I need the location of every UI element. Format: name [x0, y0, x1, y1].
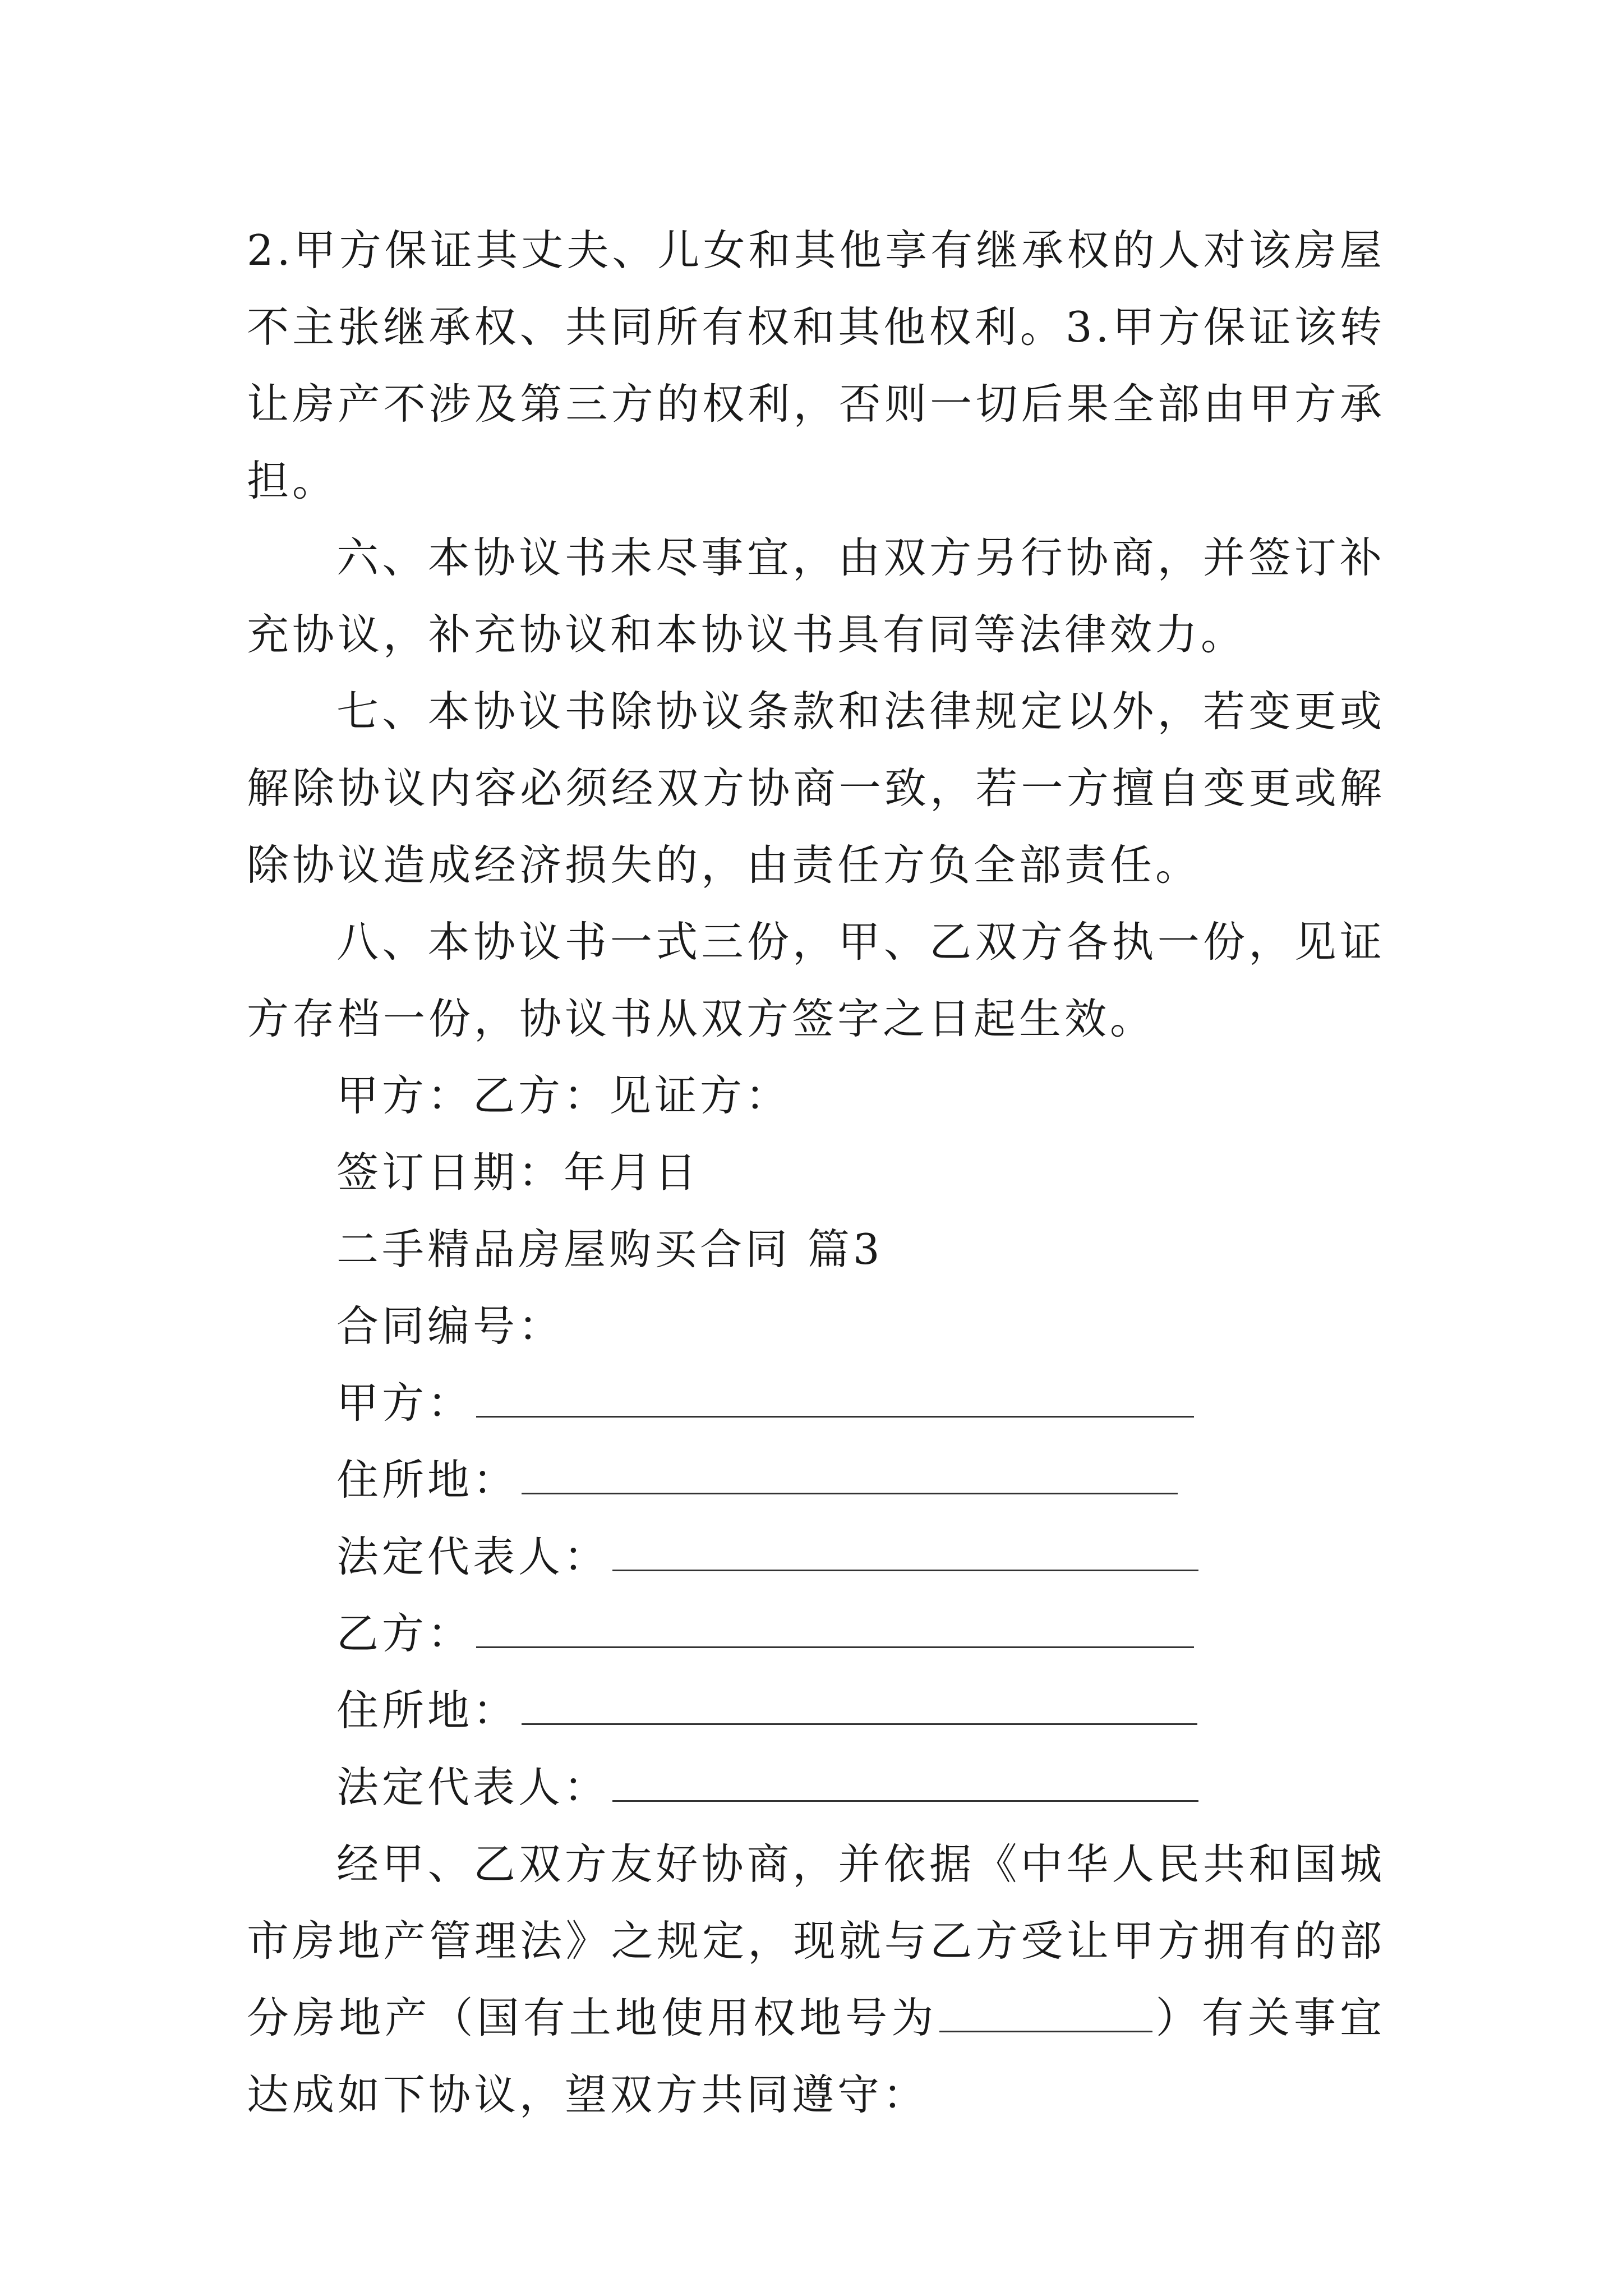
- signatures-line: 甲方：乙方：见证方：: [336, 1071, 791, 1120]
- contract-number-label: 合同编号：: [336, 1301, 564, 1351]
- field-party-b-address: [247, 1672, 1385, 1749]
- paragraph-clause-seven: 七、本协议书除协议条款和法律规定以外，若变更或解除协议内容必须经双方协商一致，若一方擅自变更或解除协议造成经济损失的，由责任方负全部责任。: [247, 687, 1385, 890]
- document-body: [247, 212, 1385, 2133]
- field-party-a-representative: [247, 1519, 1385, 1595]
- paragraph-agreement-intro: [247, 1826, 1385, 2133]
- field-party-b: [247, 1595, 1385, 1672]
- field-label: 法定代表人：: [336, 1532, 610, 1581]
- paragraph-guarantee: 2.甲方保证其丈夫、儿女和其他享有继承权的人对该房屋不主张继承权、共同所有权和其他权利。3.甲方保证该转让房产不涉及第三方的权利，否则一切后果全部由甲方承担。: [247, 226, 1385, 505]
- sign-date: 签订日期：年月日: [336, 1148, 700, 1197]
- paragraph-clause-eight: 八、本协议书一式三份，甲、乙双方各执一份，见证方存档一份，协议书从双方签字之日起生效。: [247, 917, 1385, 1043]
- field-party-a: [247, 1365, 1385, 1442]
- field-label: 甲方：: [336, 1378, 473, 1428]
- blank-line: [476, 1613, 1194, 1648]
- paragraph-clause-six: 六、本协议书未尽事宜，由双方另行协商，并签订补充协议，补充协议和本协议书具有同等法律效力。: [247, 533, 1385, 659]
- field-party-a-address: [247, 1442, 1385, 1519]
- blank-line: [612, 1536, 1198, 1571]
- field-label: 乙方：: [336, 1609, 473, 1658]
- field-party-b-representative: [247, 1749, 1385, 1826]
- section-title: 二手精品房屋购买合同 篇3: [336, 1225, 883, 1274]
- field-label: 住所地：: [336, 1686, 519, 1735]
- agreement-text-after: ）有关事宜达成如下协议，望双方共同遵守：: [247, 1993, 1385, 2119]
- agreement-text-before: 经甲、乙双方友好协商，并依据《中华人民共和国城市房地产管理法》之规定，现就与乙方受让甲方拥有的部分房地产（国有土地使用权地号为: [247, 1839, 1385, 2042]
- field-label: 住所地：: [336, 1455, 519, 1504]
- blank-line: [522, 1459, 1178, 1494]
- field-label: 法定代表人：: [336, 1763, 610, 1812]
- blank-line: [612, 1766, 1198, 1802]
- blank-line: [476, 1382, 1194, 1418]
- land-number-blank: [939, 1997, 1152, 2032]
- blank-line: [522, 1690, 1197, 1725]
